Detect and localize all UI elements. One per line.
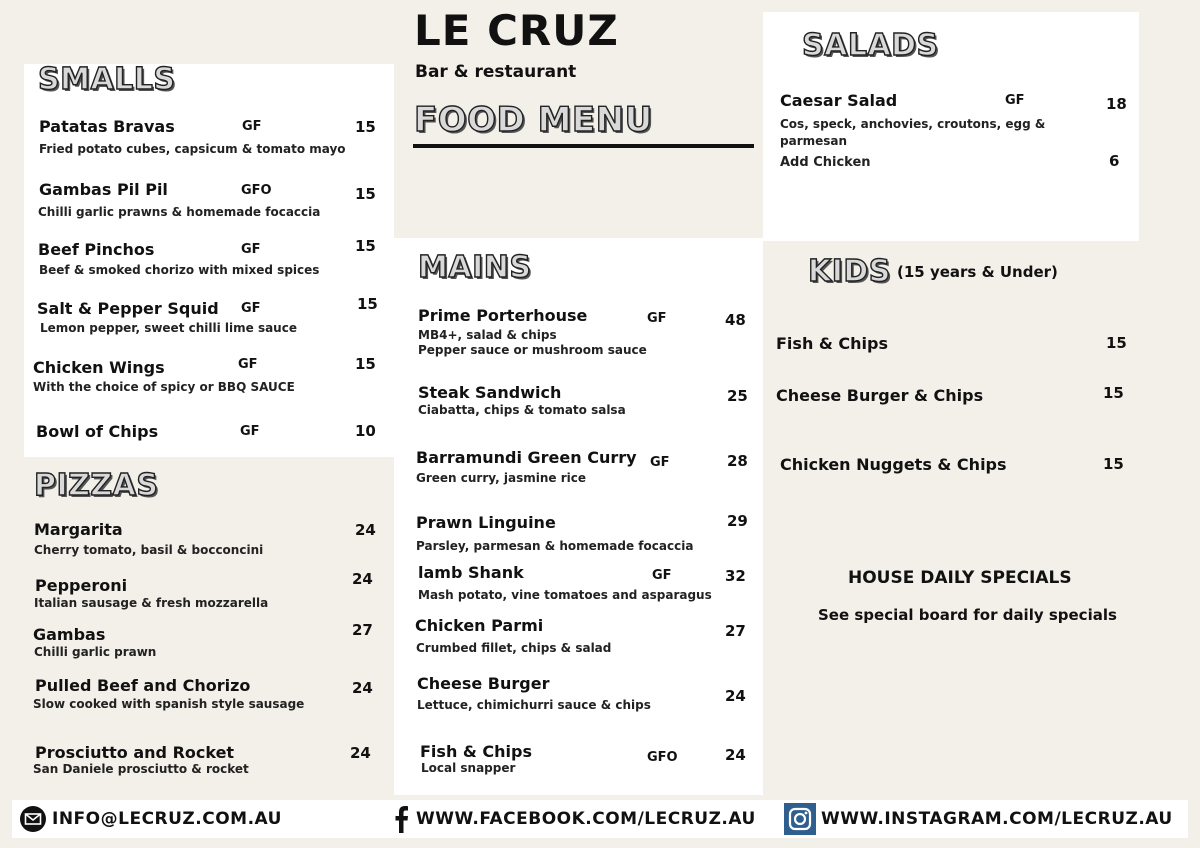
item-tag: GF [1005,93,1025,108]
smalls-heading: SMALLS [38,62,176,97]
item-description: With the choice of spicy or BBQ SAUCE [33,380,295,394]
item-price: 48 [725,311,746,329]
house-specials-title: HOUSE DAILY SPECIALS [848,568,1072,588]
item-name: Chicken Wings [33,358,165,377]
item-name: Pulled Beef and Chorizo [35,676,251,695]
header-divider [413,144,754,148]
item-price: 10 [355,422,376,440]
item-price: 15 [355,118,376,136]
item-price: 25 [727,387,748,405]
item-name: Fish & Chips [420,742,533,761]
item-description-extra: parmesan [780,134,848,148]
item-name: Add Chicken [780,155,871,170]
item-name: Gambas [33,625,106,644]
item-description: Local snapper [421,761,516,775]
facebook-icon [393,804,411,834]
item-price: 15 [355,237,376,255]
facebook-link[interactable] [393,800,756,838]
item-name: Chicken Parmi [415,616,544,635]
item-name: Bowl of Chips [36,422,159,441]
item-name: Beef Pinchos [38,240,155,259]
instagram-link[interactable] [784,800,1173,838]
item-tag: GF [647,311,667,326]
instagram-icon [784,803,816,835]
item-price: 24 [725,746,746,764]
salads-heading: SALADS [802,28,939,63]
item-price: 15 [1103,384,1124,402]
item-name: Gambas Pil Pil [39,180,168,199]
food-menu-heading: FOOD MENU [414,100,653,140]
item-price: 15 [357,295,378,313]
kids-heading: KIDS [808,254,891,289]
item-tag: GF [238,357,258,372]
item-price: 6 [1109,152,1120,170]
item-description: Italian sausage & fresh mozzarella [34,596,269,610]
item-name: Pepperoni [35,576,128,595]
item-price: 15 [355,185,376,203]
item-name: Fish & Chips [776,334,889,353]
item-tag: GF [241,242,261,257]
item-description: Crumbed fillet, chips & salad [416,641,612,655]
instagram-text: WWW.INSTAGRAM.COM/LECRUZ.AU [821,809,1173,829]
item-tag: GFO [241,183,272,198]
item-price: 27 [725,622,746,640]
item-price: 15 [355,355,376,373]
item-price: 24 [725,687,746,705]
item-name: Cheese Burger & Chips [776,386,984,405]
item-price: 15 [1103,455,1124,473]
item-name: Steak Sandwich [418,383,562,402]
item-tag: GF [652,568,672,583]
item-description: Cos, speck, anchovies, croutons, egg & [780,117,1046,131]
item-tag: GF [242,119,262,134]
item-price: 24 [352,570,373,588]
item-tag: GFO [647,750,678,765]
contact-footer [12,800,1188,838]
restaurant-title: LE CRUZ [414,6,619,55]
item-name: Margarita [34,520,123,539]
item-description: San Daniele prosciutto & rocket [33,762,249,776]
pizzas-heading: PIZZAS [34,468,159,503]
restaurant-subtitle: Bar & restaurant [415,62,577,82]
item-description: Chilli garlic prawns & homemade focaccia [38,205,321,219]
item-tag: GF [240,424,260,439]
house-specials-text: See special board for daily specials [818,606,1117,624]
email-text: INFO@LECRUZ.COM.AU [52,809,282,829]
item-description: Lemon pepper, sweet chilli lime sauce [40,321,297,335]
item-name: lamb Shank [418,563,524,582]
mains-heading: MAINS [418,250,532,285]
item-name: Barramundi Green Curry [416,448,637,467]
item-price: 28 [727,452,748,470]
item-price: 15 [1106,334,1127,352]
item-description: Green curry, jasmine rice [416,471,586,485]
item-description: Cherry tomato, basil & bocconcini [34,543,264,557]
item-price: 24 [352,679,373,697]
item-name: Prime Porterhouse [418,306,588,325]
item-description: Parsley, parmesan & homemade focaccia [416,539,694,553]
item-description-extra: Pepper sauce or mushroom sauce [418,343,647,357]
item-name: Patatas Bravas [39,117,175,136]
item-name: Prosciutto and Rocket [35,743,235,762]
item-name: Caesar Salad [780,91,898,110]
item-description: MB4+, salad & chips [418,328,557,342]
item-price: 18 [1106,95,1127,113]
item-name: Chicken Nuggets & Chips [780,455,1007,474]
email-link[interactable] [19,800,282,838]
item-description: Mash potato, vine tomatoes and asparagus [418,588,712,602]
envelope-icon [19,805,47,833]
item-price: 32 [725,567,746,585]
item-name: Cheese Burger [417,674,550,693]
item-name: Salt & Pepper Squid [37,299,219,318]
item-price: 24 [355,521,376,539]
item-description: Fried potato cubes, capsicum & tomato mayo [39,142,346,156]
item-price: 27 [352,621,373,639]
facebook-text: WWW.FACEBOOK.COM/LECRUZ.AU [416,809,756,829]
item-tag: GF [241,301,261,316]
item-description: Chilli garlic prawn [34,645,157,659]
item-price: 29 [727,512,748,530]
item-tag: GF [650,455,670,470]
item-price: 24 [350,744,371,762]
item-name: Prawn Linguine [416,513,556,532]
kids-age-note: (15 years & Under) [897,263,1058,281]
item-description: Beef & smoked chorizo with mixed spices [39,263,320,277]
item-description: Slow cooked with spanish style sausage [33,697,305,711]
item-description: Lettuce, chimichurri sauce & chips [417,698,651,712]
item-description: Ciabatta, chips & tomato salsa [418,403,626,417]
